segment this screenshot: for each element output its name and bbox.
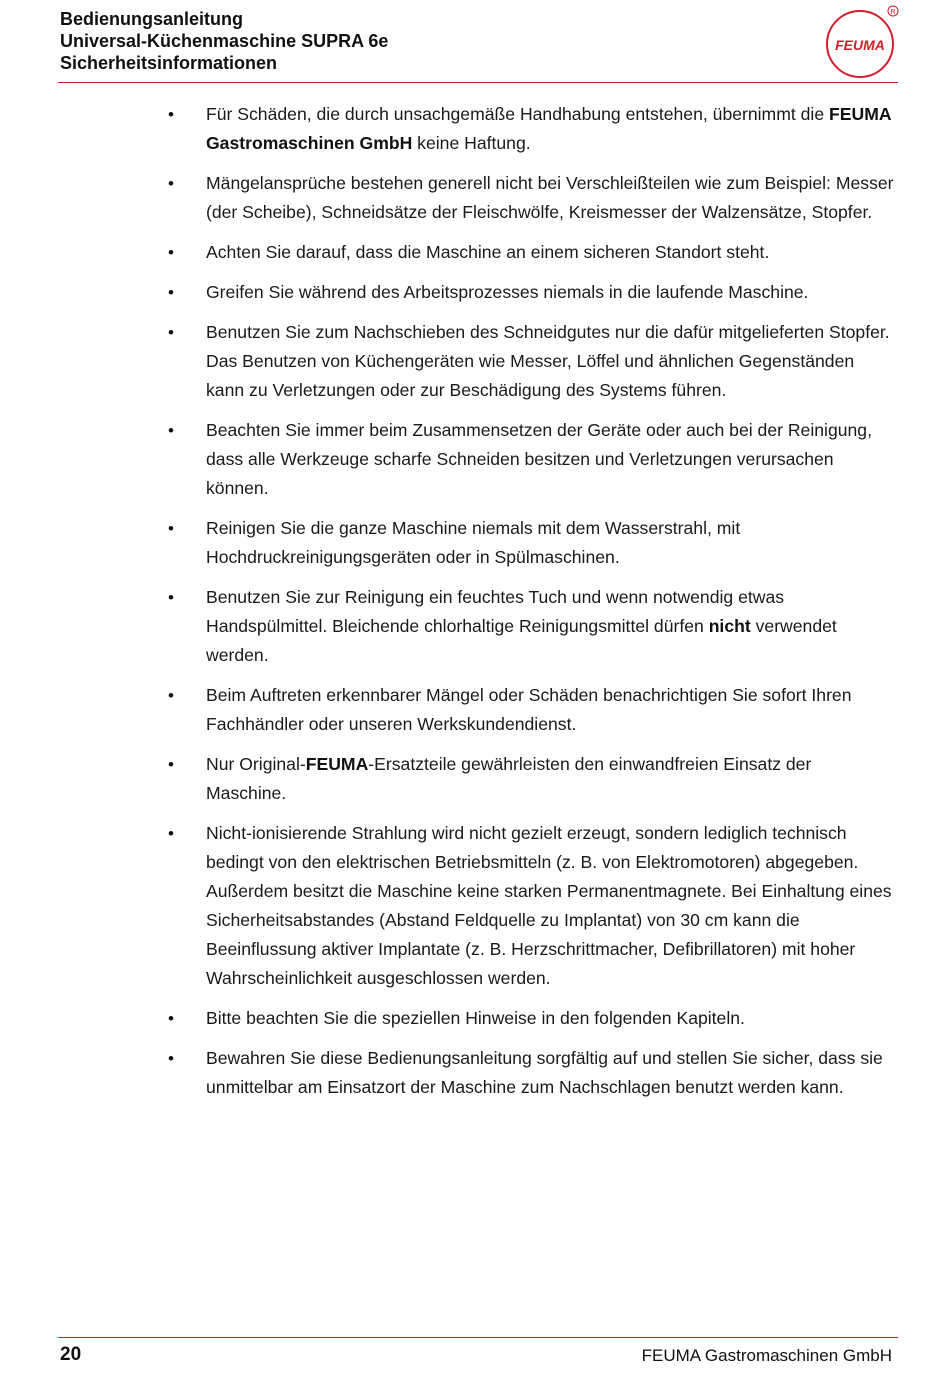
- bullet-icon: •: [168, 243, 174, 262]
- list-item-text: [206, 169, 896, 227]
- header-divider: [58, 82, 898, 83]
- bullet-icon: •: [168, 824, 174, 843]
- text-segment: Reinigen Sie die ganze Maschine niemals mit dem Wasserstrahl, mit Hochdruckreinigungsgeräten oder in Spülmaschinen.: [206, 518, 741, 567]
- safety-list: [0, 100, 950, 1113]
- list-item: [0, 1044, 896, 1102]
- header-title: Bedienungsanleitung: [60, 9, 244, 29]
- list-item: [0, 1004, 896, 1033]
- list-item: [0, 750, 896, 808]
- bullet-icon: •: [168, 686, 174, 705]
- list-item-text: [206, 238, 896, 267]
- list-item-text: [206, 514, 896, 572]
- bullet-icon: •: [168, 1049, 174, 1068]
- text-segment: Greifen Sie während des Arbeitsprozesses niemals in die laufende Maschine.: [206, 282, 809, 302]
- text-segment: -Ersatzteile gewährleisten den einwandfreien Einsatz der Maschine.: [206, 754, 812, 803]
- text-segment: Beachten Sie immer beim Zusammensetzen der Geräte oder auch bei der Reinigung, dass alle Werkzeuge scharfe Schneiden besitzen und Verletzungen verursachen können.: [206, 420, 872, 498]
- feuma-logo: [822, 4, 902, 80]
- bullet-icon: •: [168, 105, 174, 124]
- list-item-text: [206, 819, 896, 993]
- bullet-icon: •: [168, 323, 174, 342]
- text-segment: Bitte beachten Sie die speziellen Hinweise in den folgenden Kapiteln.: [206, 1008, 745, 1028]
- text-segment: Mängelansprüche bestehen generell nicht bei Verschleißteilen wie zum Beispiel: Messer (der Scheibe), Schneidsätze der Fleischwölfe, Kreismesser der Walzensätze, Stopfer.: [206, 173, 894, 222]
- bold-text: FEUMA: [305, 754, 369, 774]
- bullet-icon: •: [168, 1009, 174, 1028]
- text-segment: Achten Sie darauf, dass die Maschine an einem sicheren Standort steht.: [206, 242, 770, 262]
- list-item: [0, 514, 896, 572]
- list-item-text: [206, 416, 896, 503]
- bullet-icon: •: [168, 283, 174, 302]
- list-item: [0, 416, 896, 503]
- text-segment: Bewahren Sie diese Bedienungsanleitung sorgfältig auf und stellen Sie sicher, dass sie unmittelbar am Einsatzort der Maschine zum Nachschlagen benutzt werden kann.: [206, 1048, 883, 1097]
- text-segment: Benutzen Sie zur Reinigung ein feuchtes Tuch und wenn notwendig etwas Handspülmittel. Bleichende chlorhaltige Reinigungsmittel dürfen: [206, 587, 785, 636]
- text-segment: Beim Auftreten erkennbarer Mängel oder Schäden benachrichtigen Sie sofort Ihren Fachhändler oder unseren Werkskundendienst.: [206, 685, 852, 734]
- registered-mark: R: [890, 9, 896, 16]
- list-item: [0, 238, 896, 267]
- list-item: [0, 169, 896, 227]
- list-item-text: [206, 750, 896, 808]
- list-item: [0, 318, 896, 405]
- text-segment: Für Schäden, die durch unsachgemäße Handhabung entstehen, übernimmt die: [206, 104, 830, 124]
- bullet-icon: •: [168, 421, 174, 440]
- list-item: [0, 100, 896, 158]
- bullet-icon: •: [168, 755, 174, 774]
- bullet-icon: •: [168, 174, 174, 193]
- bullet-icon: •: [168, 519, 174, 538]
- list-item-text: [206, 583, 896, 670]
- footer-divider: [58, 1337, 898, 1338]
- text-segment: Nicht-ionisierende Strahlung wird nicht gezielt erzeugt, sondern lediglich technisch bedingt von den elektrischen Betriebsmitteln (z. B. von Elektromotoren) abgegeben. Außerdem besitzt die Maschine keine starken Permanentmagnete. Bei Einhaltung eines Sicherheitsabstandes (Abstand Feldquelle zu Implantat) von 30 cm kann die Beeinflussung aktiver Implantate (z. B. Herzschrittmacher, Defibrillatoren) mit hoher Wahrscheinlichkeit ausgeschlossen werden.: [206, 823, 892, 988]
- text-segment: Nur Original-: [206, 754, 306, 774]
- list-item-text: [206, 278, 896, 307]
- bold-text: FEUMA Gastromaschinen GmbH: [206, 104, 891, 153]
- footer-company: FEUMA Gastromaschinen GmbH: [641, 1346, 892, 1365]
- list-item: [0, 583, 896, 670]
- text-segment: verwendet werden.: [206, 616, 837, 665]
- list-item: [0, 278, 896, 307]
- bullet-icon: •: [168, 588, 174, 607]
- list-item-text: [206, 318, 896, 405]
- list-item: [0, 819, 896, 993]
- bold-text: nicht: [708, 616, 751, 636]
- header-product: Universal-Küchenmaschine SUPRA 6e: [60, 31, 389, 51]
- text-segment: Benutzen Sie zum Nachschieben des Schneidgutes nur die dafür mitgelieferten Stopfer. Das Benutzen von Küchengeräten wie Messer, Löffel und ähnlichen Gegenständen kann zu Verletzungen oder zur Beschädigung des Systems führen.: [206, 322, 890, 400]
- text-segment: keine Haftung.: [412, 133, 531, 153]
- list-item: [0, 681, 896, 739]
- list-item-text: [206, 100, 896, 158]
- list-item-text: [206, 1044, 896, 1102]
- page-number: 20: [60, 1344, 82, 1365]
- logo-text: FEUMA: [835, 37, 885, 53]
- page-header: [60, 8, 860, 74]
- list-item-text: [206, 1004, 896, 1033]
- header-section: Sicherheitsinformationen: [60, 53, 278, 73]
- list-item-text: [206, 681, 896, 739]
